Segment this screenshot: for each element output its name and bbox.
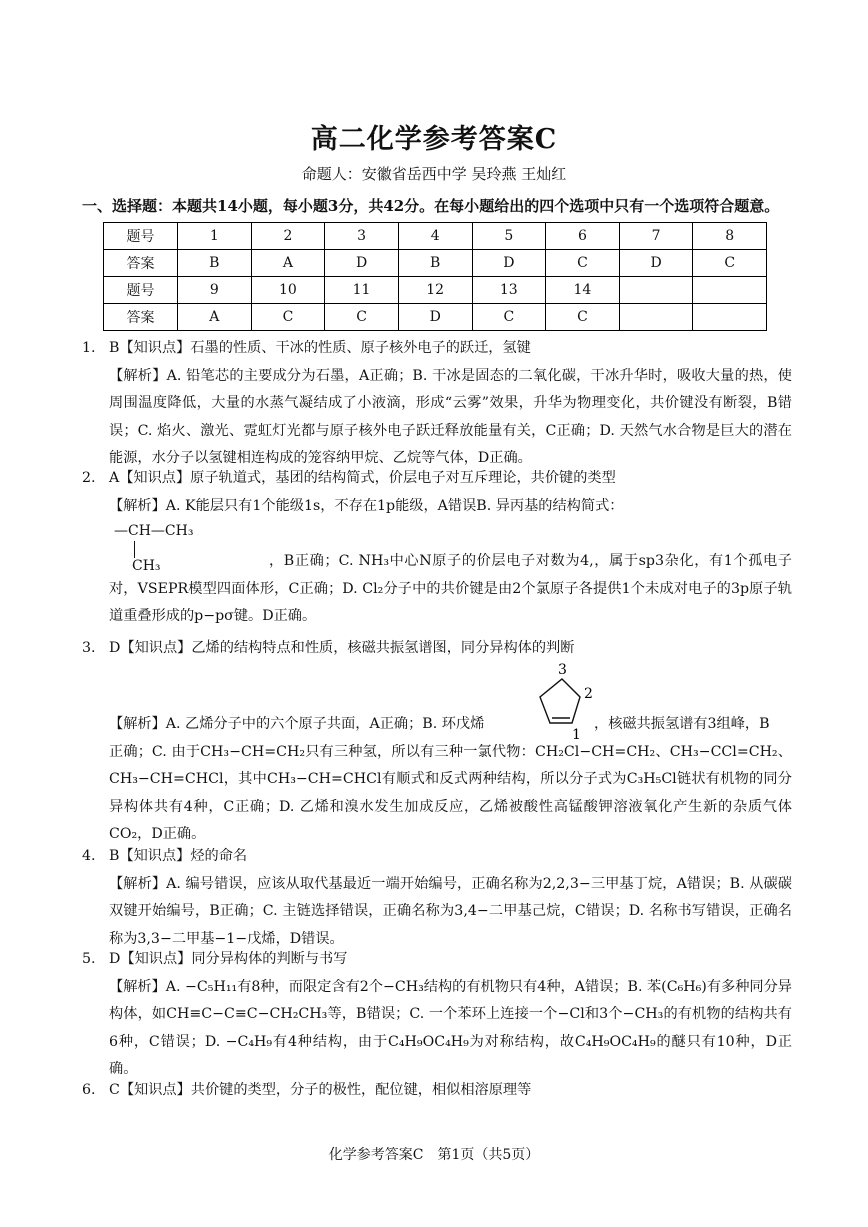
- table-row: [104, 223, 767, 250]
- isopropyl-structure-bottom: CH₃: [132, 558, 161, 574]
- knowledge-point: D【知识点】乙烯的结构特点和性质，核磁共振氢谱图，同分异构体的判断: [109, 640, 575, 656]
- table-cell: 3: [325, 223, 399, 250]
- analysis: ，B正确；C. NH₃中心N原子的价层电子对数为4,，属于sp3杂化，有1个孤电子对，VSEPR模型四面体形，C正确；D. Cl₂分子中的共价键是由2个氯原子各提供1个未成对电子的3p原子轨道重叠形成的p−pσ键。D正确。: [109, 553, 792, 624]
- row-label: 题号: [104, 223, 178, 250]
- analysis: 【解析】A. −C₅H₁₁有8种，而限定含有2个−CH₃结构的有机物只有4种，A错误；B. 苯(C₆H₆)有多种同分异构体，如CH≡C−C≡C−CH₂CH₃等，B错误；C. 一个苯环上连接一个−Cl和3个−CH₃的有机物的结构共有6种，C错误；D. −C₄H₉有4种结构，由于C₄H₉OC₄H₉为对称结构，故C₄H₉OC₄H₉的醚只有10种，D正确。: [109, 978, 792, 1077]
- row-label: 题号: [104, 277, 178, 304]
- section-heading: 一、选择题：本题共14小题，每小题3分，共42分。在每小题给出的四个选项中只有一个选项符合题意。: [82, 197, 780, 215]
- table-row: [104, 250, 767, 277]
- table-cell: 7: [619, 223, 693, 250]
- isopropyl-structure-top: —CH—CH₃: [114, 523, 194, 539]
- analysis-line: 【解析】A. K能层只有1个能级1s，不存在1p能级，A错误B. 异丙基的结构简式：: [109, 497, 624, 514]
- table-cell: D: [325, 250, 399, 277]
- page-footer: 化学参考答案C 第1页（共5页）: [328, 1147, 540, 1163]
- table-cell: [619, 277, 693, 304]
- question-5: [82, 946, 792, 1081]
- row-label: 答案: [104, 250, 178, 277]
- answer-table: [103, 222, 767, 331]
- table-cell: 9: [178, 277, 252, 304]
- question-6: [82, 1077, 792, 1107]
- analysis: 【解析】A. 编号错误，应该从取代基最近一端开始编号，正确名称为2,2,3−三甲基丁烷，A错误；B. 从碳碳双键开始编号，B正确；C. 主链选择错误，正确名称为3,4−二甲基己烷，C错误；D. 名称书写错误，正确名称为3,3−二甲基−1−戊烯，D错误。: [109, 875, 792, 947]
- table-cell: 6: [546, 223, 620, 250]
- table-cell: [693, 277, 767, 304]
- table-cell: 10: [251, 277, 325, 304]
- table-row: [104, 277, 767, 304]
- question-2: [82, 465, 792, 635]
- table-cell: C: [693, 250, 767, 277]
- question-number: 4.: [82, 848, 96, 864]
- table-cell: C: [472, 304, 546, 331]
- analysis-line: ，核磁共振氢谱有3组峰，B: [594, 716, 770, 732]
- question-number: 2.: [82, 470, 96, 486]
- question-1: [82, 335, 792, 465]
- ring-label: 3: [558, 662, 567, 678]
- table-cell: B: [398, 250, 472, 277]
- table-cell: 11: [325, 277, 399, 304]
- table-cell: [619, 304, 693, 331]
- question-number: 6.: [82, 1082, 96, 1098]
- question-number: 5.: [82, 951, 96, 967]
- table-cell: C: [546, 304, 620, 331]
- table-cell: 12: [398, 277, 472, 304]
- table-cell: 1: [178, 223, 252, 250]
- table-cell: C: [251, 304, 325, 331]
- page-title: 高二化学参考答案C: [310, 124, 558, 155]
- table-cell: A: [251, 250, 325, 277]
- analysis: 【解析】A. 铅笔芯的主要成分为石墨，A正确；B. 干冰是固态的二氧化碳，干冰升华时，吸收大量的热，使周围温度降低，大量的水蒸气凝结成了小液滴，形成“云雾”效果，升华为物理变化，共价键没有断裂，B错误；C. 焰火、激光、霓虹灯光都与原子核外电子跃迁释放能量有关，C正确；D. 天然气水合物是巨大的潜在能源，水分子以氢键相连构成的笼容纳甲烷、乙烷等气体，D正确。: [109, 367, 792, 466]
- table-cell: A: [178, 304, 252, 331]
- table-cell: D: [619, 250, 693, 277]
- table-cell: [693, 304, 767, 331]
- table-cell: 2: [251, 223, 325, 250]
- knowledge-point: B【知识点】石墨的性质、干冰的性质、原子核外电子的跃迁，氢键: [109, 340, 531, 356]
- knowledge-point: D【知识点】同分异构体的判断与书写: [109, 951, 348, 967]
- analysis: 正确；C. 由于CH₃−CH=CH₂只有三种氢，所以有三种一氯代物：CH₂Cl−CH=CH₂、CH₃−CCl=CH₂、CH₃−CH=CHCl，其中CH₃−CH=CHCl有顺式和反式两种结构，所以分子式为C₃H₅Cl链状有机物的同分异构体共有4种，C正确；D. 乙烯和溴水发生加成反应，乙烯被酸性高锰酸钾溶液氧化产生新的杂质气体CO₂，D正确。: [109, 743, 792, 842]
- knowledge-point: C【知识点】共价键的类型，分子的极性，配位键，相似相溶原理等: [109, 1082, 532, 1098]
- table-cell: 13: [472, 277, 546, 304]
- question-number: 1.: [82, 340, 96, 356]
- ring-label: 1: [572, 727, 581, 741]
- knowledge-point: A【知识点】原子轨道式，基团的结构简式，价层电子对互斥理论，共价键的类型: [109, 470, 616, 486]
- knowledge-point: B【知识点】烃的命名: [109, 848, 248, 864]
- analysis-line: 【解析】A. 乙烯分子中的六个原子共面，A正确；B. 环戊烯: [109, 716, 485, 732]
- table-cell: D: [398, 304, 472, 331]
- question-4: [82, 843, 792, 953]
- table-cell: 14: [546, 277, 620, 304]
- table-row: [104, 304, 767, 331]
- row-label: 答案: [104, 304, 178, 331]
- author-line: 命题人：安徽省岳西中学 吴玲燕 王灿红: [301, 165, 567, 183]
- table-cell: C: [325, 304, 399, 331]
- table-cell: 5: [472, 223, 546, 250]
- table-cell: B: [178, 250, 252, 277]
- ring-label: 2: [584, 686, 593, 702]
- question-3: [82, 635, 792, 842]
- table-cell: 8: [693, 223, 767, 250]
- table-cell: C: [546, 250, 620, 277]
- question-number: 3.: [82, 640, 96, 656]
- table-cell: D: [472, 250, 546, 277]
- table-cell: 4: [398, 223, 472, 250]
